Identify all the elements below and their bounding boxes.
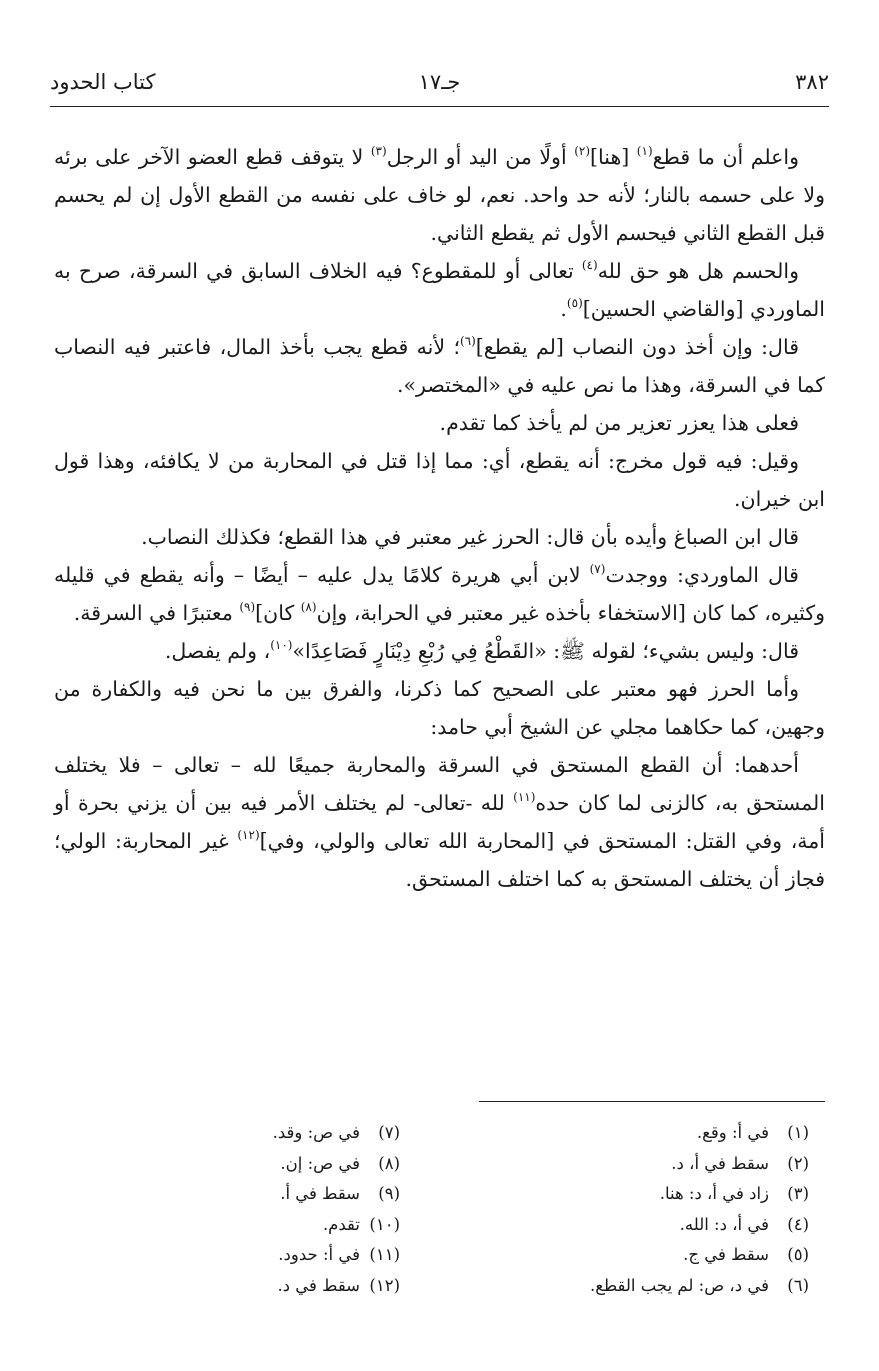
text-run: أحدهما: أن القطع المستحق في السرقة والمحاربة جميعًا لله – تعالى – فلا يختلف المستحق به، كالزنى لما كان حده — [54, 753, 825, 815]
paragraph — [54, 556, 825, 632]
header-divider — [50, 106, 829, 107]
text-run: لله -تعالى- لم يختلف الأمر فيه بين أن يزني بحرة أو أمة، وفي القتل: المستحق في [المحاربة الله تعالى والولي، وفي] — [54, 791, 825, 853]
paragraph — [54, 328, 825, 404]
footnote-number: (٨) — [378, 1153, 400, 1173]
text-run: . — [560, 297, 567, 321]
paragraph — [54, 404, 825, 442]
footnote-marker: (٤) — [581, 258, 598, 272]
footnote — [60, 1179, 400, 1210]
footnote-marker: (١) — [636, 144, 653, 158]
footnote-text: زاد في أ، د: هنا. — [659, 1184, 769, 1203]
paragraph — [54, 442, 825, 518]
book-title: كتاب الحدود — [50, 70, 156, 94]
page-number: ٣٨٢ — [795, 70, 829, 94]
text-run: واعلم أن ما قطع — [652, 145, 799, 169]
footnote-number: (٢) — [787, 1153, 809, 1173]
text-run: أولًا من اليد أو الرجل — [386, 145, 575, 169]
text-run: وأما الحرز فهو معتبر على الصحيح كما ذكرنا، والفرق بين ما نحن فيه والكفارة من وجهين، كما حكاهما مجلي عن الشيخ أبي حامد: — [54, 677, 825, 739]
text-run: تعالى أو للمقطوع؟ فيه الخلاف السابق في السرقة، صرح به الماوردي [والقاضي الحسين] — [54, 259, 825, 321]
text-run: وقيل: فيه قول مخرج: أنه يقطع، أي: مما إذا قتل في المحاربة من لا يكافئه، وهذا قول ابن خيران. — [54, 449, 825, 511]
text-run: [هنا] — [590, 145, 637, 169]
footnote-marker: (١١) — [513, 790, 536, 804]
footnote-number: (٥) — [787, 1245, 809, 1264]
footnote-marker: (٨) — [300, 600, 317, 614]
main-text — [54, 138, 825, 898]
paragraph — [54, 746, 825, 898]
footnote-text: في أ، د: الله. — [679, 1214, 769, 1234]
paragraph — [54, 252, 825, 328]
footnote-marker: (١٢) — [237, 828, 260, 842]
text-run: قال: وليس بشيء؛ لقوله ﷺ: «القَطْعُ فِي رُبْعِ دِيْنَارٍ فَصَاعِدًا» — [292, 639, 799, 663]
footnote — [469, 1179, 809, 1210]
footnote-marker: (٦) — [459, 334, 476, 348]
paragraph — [54, 632, 825, 670]
footnote — [469, 1118, 809, 1149]
footnote-text: في ص: وقد. — [272, 1123, 360, 1142]
footnote-text: سقط في أ. — [280, 1184, 360, 1203]
text-run: والحسم هل هو حق لله — [597, 259, 799, 283]
footnote — [60, 1240, 400, 1271]
text-run: ، ولم يفصل. — [164, 639, 271, 663]
footnote-number: (١٢) — [369, 1275, 400, 1295]
footnote — [60, 1271, 400, 1302]
text-run: غير المحاربة: الولي؛ فجاز أن يختلف المستحق به كما اختلف المستحق. — [54, 829, 825, 891]
footnote-number: (٧) — [378, 1123, 400, 1142]
footnote-marker: (٢) — [574, 144, 591, 158]
footnote-text: في أ: وقع. — [696, 1123, 769, 1142]
footnote — [60, 1118, 400, 1149]
footnote — [60, 1149, 400, 1180]
footnote-marker: (١٠) — [270, 638, 293, 652]
footnote-number: (٦) — [787, 1275, 809, 1295]
text-run: قال ابن الصباغ وأيده بأن قال: الحرز غير معتبر في هذا القطع؛ فكذلك النصاب. — [141, 525, 799, 549]
paragraph — [54, 518, 825, 556]
footnote-marker: (٣) — [370, 144, 387, 158]
footnote-number: (١٠) — [369, 1214, 400, 1234]
footnote-number: (١١) — [369, 1245, 400, 1264]
text-run: ؛ لأنه قطع يجب بأخذ المال، فاعتبر فيه النصاب كما في السرقة، وهذا ما نص عليه في «المختصر». — [54, 335, 825, 397]
footnote-marker: (٥) — [566, 296, 583, 310]
footnote-text: سقط في أ، د. — [671, 1153, 769, 1173]
footnote-number: (٤) — [787, 1214, 809, 1234]
footnote-text: سقط في ج. — [683, 1245, 769, 1264]
text-run: كان] — [255, 601, 301, 625]
footnote-number: (٣) — [787, 1184, 809, 1203]
footnote-text: سقط في د. — [277, 1275, 360, 1295]
text-run: قال الماوردي: ووجدت — [605, 563, 799, 587]
footnote — [60, 1210, 400, 1241]
footnote-marker: (٧) — [589, 562, 606, 576]
text-run: لا يتوقف قطع العضو الآخر على برئه ولا على حسمه بالنار؛ لأنه حد واحد. نعم، لو خاف على نفسه من القطع الأول إن لم يحسم قبل القطع الثاني فيحسم الأول ثم يقطع الثاني. — [54, 145, 825, 245]
text-run: فعلى هذا يعزر تعزير من لم يأخذ كما تقدم. — [439, 411, 799, 435]
footnote — [469, 1210, 809, 1241]
footnote-text: في ص: إن. — [280, 1153, 360, 1173]
footnote-text: في د، ص: لم يجب القطع. — [589, 1275, 769, 1295]
text-run: معتبرًا في السرقة. — [73, 601, 240, 625]
footnote-text: تقدم. — [322, 1214, 360, 1234]
footnotes-column-right — [469, 1118, 809, 1301]
paragraph — [54, 670, 825, 746]
volume-label: جـ١٧ — [418, 70, 461, 94]
footnote-text: في أ: حدود. — [278, 1245, 360, 1264]
footnote — [469, 1240, 809, 1271]
footnote-divider — [479, 1101, 825, 1102]
text-run: لابن أبي هريرة كلامًا يدل عليه – أيضًا – وأنه يقطع في قليله وكثيره، كما كان [الاستخفاء بأخذه غير معتبر في الحرابة، وإن — [54, 563, 825, 625]
footnote — [469, 1271, 809, 1302]
footnotes-column-left — [60, 1118, 400, 1301]
paragraph — [54, 138, 825, 252]
text-run: قال: وإن أخذ دون النصاب [لم يقطع] — [475, 335, 799, 359]
footnote-number: (١) — [787, 1123, 809, 1142]
footnote — [469, 1149, 809, 1180]
running-header — [50, 70, 829, 106]
footnote-marker: (٩) — [239, 600, 256, 614]
footnote-number: (٩) — [378, 1184, 400, 1203]
